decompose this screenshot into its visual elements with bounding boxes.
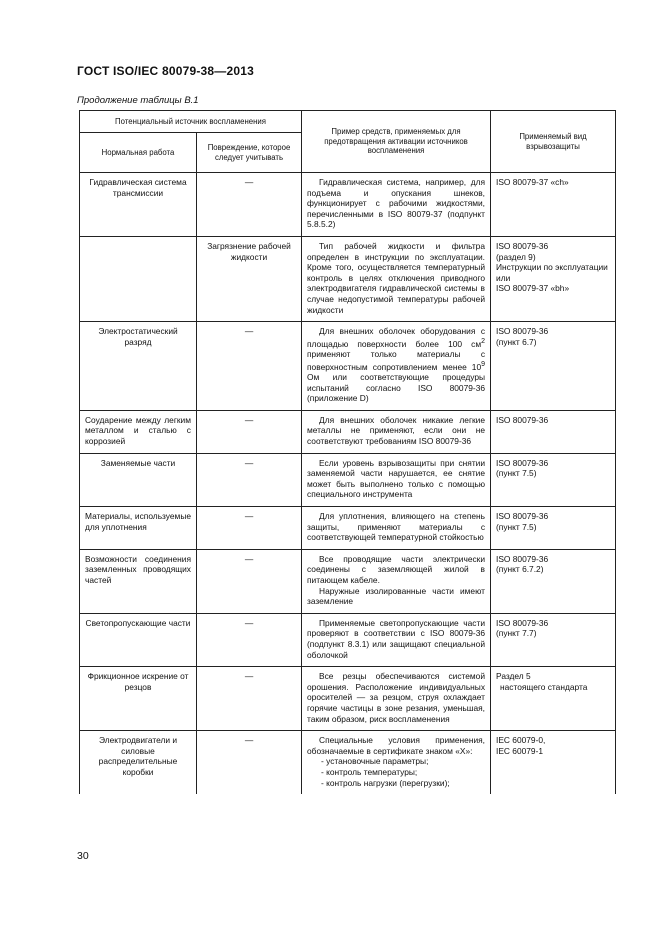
cell-normal: Светопропускающие части xyxy=(80,613,197,666)
cell-normal: Материалы, используемые для уплотнения xyxy=(80,507,197,550)
cell-protection: ISO 80079-37 «ch» xyxy=(491,173,616,237)
header-ignition-source: Потенциальный источник воспламенения xyxy=(80,111,302,133)
cell-normal: Возможности соединения заземленных проводящих частей xyxy=(80,549,197,613)
cell-damage: — xyxy=(197,613,302,666)
header-protection: Применяемый вид взрывозащиты xyxy=(491,111,616,173)
table-row xyxy=(80,173,616,237)
table-row xyxy=(80,667,616,731)
cell-protection: ISO 80079-36 (пункт 7.7) xyxy=(491,613,616,666)
cell-normal: Электродвигатели и силовые распределительные коробки xyxy=(80,731,197,794)
cell-damage: — xyxy=(197,731,302,794)
cell-damage: — xyxy=(197,173,302,237)
cell-protection: IEC 60079-0, IEC 60079-1 xyxy=(491,731,616,794)
cell-means: Все проводящие части электрически соединены с заземляющей жилой в питающем кабеле. Наружные изолированные части имеют заземление xyxy=(302,549,491,613)
header-normal-operation: Нормальная работа xyxy=(80,133,197,173)
table-row xyxy=(80,613,616,666)
cell-protection: ISO 80079-36 xyxy=(491,410,616,453)
cell-normal: Гидравлическая система трансмиссии xyxy=(80,173,197,237)
cell-protection: ISO 80079-36 (раздел 9) Инструкции по эксплуатации или ISO 80079-37 «bh» xyxy=(491,236,616,321)
cell-protection: ISO 80079-36 (пункт 6.7) xyxy=(491,322,616,411)
cell-normal xyxy=(80,236,197,321)
cell-damage: — xyxy=(197,410,302,453)
ignition-sources-table xyxy=(79,110,616,794)
cell-normal: Соударение между легким металлом и сталью с коррозией xyxy=(80,410,197,453)
document-title: ГОСТ ISO/IEC 80079-38—2013 xyxy=(77,64,254,78)
table-row xyxy=(80,731,616,794)
table-row xyxy=(80,549,616,613)
cell-damage: — xyxy=(197,322,302,411)
header-means: Пример средств, применяемых для предотвращения активации источников воспламенения xyxy=(302,111,491,173)
table-row xyxy=(80,236,616,321)
cell-protection: Раздел 5 настоящего стандарта xyxy=(491,667,616,731)
table-row xyxy=(80,322,616,411)
table-caption: Продолжение таблицы В.1 xyxy=(77,95,199,106)
cell-damage: Загрязнение рабочей жидкости xyxy=(197,236,302,321)
cell-damage: — xyxy=(197,549,302,613)
page-number: 30 xyxy=(77,850,89,862)
cell-means: Для уплотнения, влияющего на степень защиты, применяют материалы с соответствующей температурной стойкостью xyxy=(302,507,491,550)
cell-means: Специальные условия применения, обозначаемые в сертификате знаком «X»: - установочные параметры; - контроль температуры; - контроль нагрузки (перегрузки); xyxy=(302,731,491,794)
cell-means: Для внешних оболочек никакие легкие металлы не применяют, если они не соответствуют требованиям ISO 80079-36 xyxy=(302,410,491,453)
table-row xyxy=(80,453,616,506)
cell-protection: ISO 80079-36 (пункт 7.5) xyxy=(491,453,616,506)
cell-normal: Фрикционное искрение от резцов xyxy=(80,667,197,731)
cell-means: Все резцы обеспечиваются системой орошения. Расположение индивидуальных оросителей — за резцом, струя охлаждает горячие частицы в зоне резания, уменьшая, таким образом, риск воспламенения xyxy=(302,667,491,731)
cell-protection: ISO 80079-36 (пункт 7.5) xyxy=(491,507,616,550)
cell-normal: Электростатический разряд xyxy=(80,322,197,411)
cell-damage: — xyxy=(197,507,302,550)
cell-damage: — xyxy=(197,453,302,506)
cell-means: Гидравлическая система, например, для подъема и опускания шнеков, функционирует с рабочими жидкостями, перечисленными в ISO 80079-37 (подпункт 5.8.5.2) xyxy=(302,173,491,237)
header-damage: Повреждение, которое следует учитывать xyxy=(197,133,302,173)
cell-means: Применяемые светопропускающие части проверяют в соответствии с ISO 80079-36 (подпункт 8.3.1) или защищают специальной оболочкой xyxy=(302,613,491,666)
cell-normal: Заменяемые части xyxy=(80,453,197,506)
table-row xyxy=(80,507,616,550)
table-row xyxy=(80,410,616,453)
cell-means: Если уровень взрывозащиты при снятии заменяемой части нарушается, ее снятие может быть выполнено только с помощью специального инструмента xyxy=(302,453,491,506)
cell-damage: — xyxy=(197,667,302,731)
cell-protection: ISO 80079-36 (пункт 6.7.2) xyxy=(491,549,616,613)
cell-means: Для внешних оболочек оборудования с площадью поверхности более 100 $см^2$ применяют только материалы с поверхностным сопротивлением менее $10^9$ Ом или соответствующие процедуры испытаний согласно ISO 80079-36 (приложение D) xyxy=(302,322,491,411)
cell-means: Тип рабочей жидкости и фильтра определен в инструкции по эксплуатации. Кроме того, осуществляется температурный контроль в целях отключения приводного электродвигателя гидравлической системы в случае недопустимой температуры рабочей жидкости xyxy=(302,236,491,321)
